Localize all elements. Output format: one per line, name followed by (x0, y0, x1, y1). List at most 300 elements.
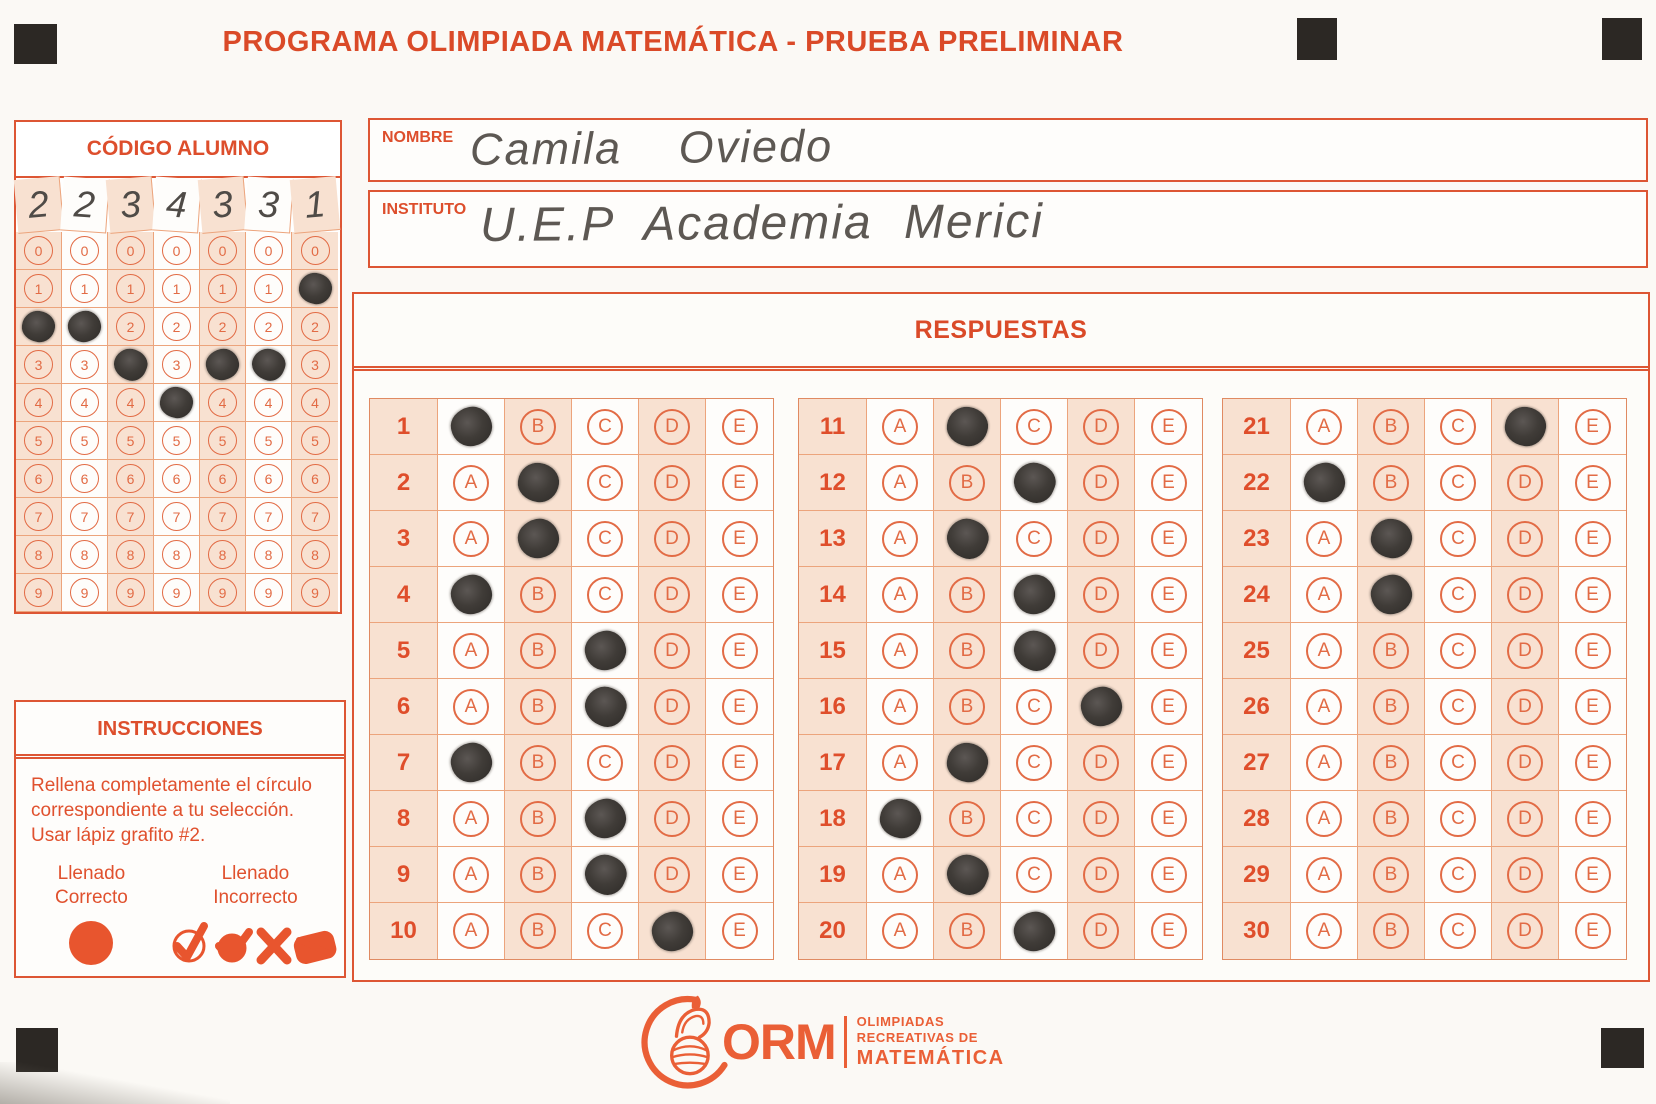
answer-bubble-filled[interactable] (648, 908, 696, 955)
codigo-bubble-cell[interactable] (154, 460, 200, 498)
answer-bubble-cell[interactable] (639, 903, 706, 959)
codigo-bubble[interactable]: 1 (208, 274, 237, 303)
answer-bubble[interactable]: B (1373, 857, 1409, 893)
answer-bubble-cell[interactable] (1492, 399, 1559, 455)
answer-bubble-cell[interactable] (1135, 623, 1202, 679)
answer-bubble[interactable]: D (1083, 913, 1119, 949)
answer-bubble-filled[interactable] (1368, 516, 1414, 560)
codigo-bubble[interactable]: 0 (116, 236, 145, 265)
answer-bubble[interactable]: C (1440, 409, 1476, 445)
answer-bubble-cell[interactable] (1291, 791, 1358, 847)
answer-bubble[interactable]: D (654, 745, 690, 781)
codigo-bubble-cell[interactable] (16, 498, 62, 536)
answer-bubble-cell[interactable] (438, 511, 505, 567)
codigo-bubble[interactable]: 5 (301, 426, 330, 455)
answer-bubble[interactable]: A (882, 409, 918, 445)
answer-bubble-cell[interactable] (934, 455, 1001, 511)
codigo-bubble-cell[interactable] (154, 384, 200, 422)
answer-bubble-filled[interactable] (447, 403, 495, 450)
answer-bubble-filled[interactable] (581, 795, 629, 842)
answer-bubble[interactable]: E (1151, 409, 1187, 445)
answer-bubble-cell[interactable] (1358, 903, 1425, 959)
answer-bubble-cell[interactable] (1068, 567, 1135, 623)
answer-bubble[interactable]: A (453, 689, 489, 725)
codigo-bubble-cell[interactable] (108, 270, 154, 308)
answer-bubble-cell[interactable] (1001, 567, 1068, 623)
answer-bubble-cell[interactable] (1135, 847, 1202, 903)
answer-bubble-cell[interactable] (572, 511, 639, 567)
answer-bubble[interactable]: A (453, 521, 489, 557)
codigo-bubble[interactable]: 2 (116, 312, 145, 341)
answer-bubble-filled[interactable] (447, 571, 495, 618)
codigo-bubble[interactable]: 4 (70, 388, 99, 417)
answer-bubble-cell[interactable] (1135, 399, 1202, 455)
answer-bubble[interactable]: C (1440, 577, 1476, 613)
answer-bubble-filled[interactable] (944, 404, 990, 448)
answer-bubble-cell[interactable] (639, 511, 706, 567)
answer-bubble[interactable]: A (1306, 521, 1342, 557)
codigo-bubble-cell[interactable] (292, 536, 338, 574)
answer-bubble-filled[interactable] (581, 627, 629, 674)
answer-bubble-cell[interactable] (1425, 847, 1492, 903)
answer-bubble[interactable]: E (1151, 745, 1187, 781)
codigo-bubble-filled[interactable] (158, 385, 195, 420)
codigo-bubble[interactable]: 2 (208, 312, 237, 341)
answer-bubble-cell[interactable] (1492, 623, 1559, 679)
answer-bubble-filled[interactable] (579, 681, 632, 733)
answer-bubble-cell[interactable] (1559, 679, 1626, 735)
answer-bubble-cell[interactable] (505, 679, 572, 735)
codigo-bubble[interactable]: 4 (208, 388, 237, 417)
codigo-bubble[interactable]: 2 (162, 312, 191, 341)
codigo-bubble-cell[interactable] (246, 460, 292, 498)
codigo-bubble-cell[interactable] (62, 232, 108, 270)
answer-bubble[interactable]: D (1083, 857, 1119, 893)
codigo-bubble[interactable]: 0 (301, 236, 330, 265)
answer-bubble[interactable]: B (520, 913, 556, 949)
answer-bubble[interactable]: B (1373, 913, 1409, 949)
answer-bubble-cell[interactable] (572, 623, 639, 679)
answer-bubble-cell[interactable] (867, 623, 934, 679)
answer-bubble-cell[interactable] (1291, 679, 1358, 735)
answer-bubble[interactable]: C (587, 745, 623, 781)
instituto-field[interactable] (368, 190, 1648, 268)
answer-bubble-cell[interactable] (438, 791, 505, 847)
answer-bubble[interactable]: D (1083, 409, 1119, 445)
codigo-bubble-cell[interactable] (62, 460, 108, 498)
answer-bubble[interactable]: B (949, 801, 985, 837)
codigo-bubble[interactable]: 0 (70, 236, 99, 265)
codigo-bubble[interactable]: 9 (70, 578, 99, 607)
codigo-bubble[interactable]: 9 (301, 578, 330, 607)
codigo-bubble-cell[interactable] (200, 346, 246, 384)
answer-bubble-cell[interactable] (1358, 511, 1425, 567)
codigo-bubble-filled[interactable] (109, 344, 151, 385)
answer-bubble-cell[interactable] (572, 735, 639, 791)
codigo-bubble[interactable]: 0 (162, 236, 191, 265)
answer-bubble-cell[interactable] (438, 567, 505, 623)
answer-bubble-cell[interactable] (1425, 679, 1492, 735)
codigo-bubble[interactable]: 7 (301, 502, 330, 531)
answer-bubble-cell[interactable] (1135, 455, 1202, 511)
answer-bubble-cell[interactable] (1068, 623, 1135, 679)
answer-bubble[interactable]: E (1575, 633, 1611, 669)
answer-bubble-cell[interactable] (867, 511, 934, 567)
answer-bubble-cell[interactable] (1492, 735, 1559, 791)
answer-bubble-cell[interactable] (438, 735, 505, 791)
answer-bubble[interactable]: D (654, 465, 690, 501)
answer-bubble[interactable]: A (882, 577, 918, 613)
answer-bubble-cell[interactable] (639, 455, 706, 511)
answer-bubble-cell[interactable] (1068, 847, 1135, 903)
answer-bubble[interactable]: B (1373, 409, 1409, 445)
codigo-bubble[interactable]: 8 (70, 540, 99, 569)
answer-bubble[interactable]: A (1306, 801, 1342, 837)
answer-bubble-cell[interactable] (1425, 623, 1492, 679)
answer-bubble[interactable]: C (587, 465, 623, 501)
answer-bubble[interactable]: C (1016, 689, 1052, 725)
answer-bubble[interactable]: E (1151, 913, 1187, 949)
answer-bubble-cell[interactable] (934, 623, 1001, 679)
answer-bubble-cell[interactable] (505, 903, 572, 959)
answer-bubble[interactable]: A (882, 689, 918, 725)
codigo-bubble[interactable]: 6 (208, 464, 237, 493)
codigo-bubble[interactable]: 7 (162, 502, 191, 531)
answer-bubble[interactable]: D (1507, 913, 1543, 949)
answer-bubble[interactable]: E (722, 689, 758, 725)
codigo-bubble-filled[interactable] (65, 308, 104, 345)
answer-bubble[interactable]: E (1575, 689, 1611, 725)
answer-bubble[interactable]: E (722, 633, 758, 669)
answer-bubble-filled[interactable] (1502, 404, 1548, 448)
answer-bubble[interactable]: B (1373, 801, 1409, 837)
codigo-bubble-cell[interactable] (200, 232, 246, 270)
answer-bubble-cell[interactable] (1358, 623, 1425, 679)
answer-bubble-filled[interactable] (1077, 683, 1125, 730)
answer-bubble-cell[interactable] (1559, 511, 1626, 567)
codigo-bubble[interactable]: 4 (24, 388, 53, 417)
answer-bubble-cell[interactable] (1425, 399, 1492, 455)
answer-bubble[interactable]: E (722, 857, 758, 893)
codigo-bubble-cell[interactable] (16, 308, 62, 346)
codigo-bubble-cell[interactable] (292, 232, 338, 270)
answer-bubble[interactable]: A (1306, 857, 1342, 893)
codigo-bubble[interactable]: 9 (208, 578, 237, 607)
codigo-bubble[interactable]: 6 (162, 464, 191, 493)
codigo-bubble[interactable]: 8 (162, 540, 191, 569)
answer-bubble-cell[interactable] (1291, 623, 1358, 679)
answer-bubble-cell[interactable] (1425, 567, 1492, 623)
answer-bubble-cell[interactable] (505, 511, 572, 567)
answer-bubble-filled[interactable] (515, 460, 561, 504)
codigo-bubble-cell[interactable] (292, 270, 338, 308)
answer-bubble-cell[interactable] (572, 679, 639, 735)
answer-bubble-cell[interactable] (639, 791, 706, 847)
answer-bubble[interactable]: B (949, 633, 985, 669)
answer-bubble[interactable]: B (520, 577, 556, 613)
codigo-bubble[interactable]: 8 (301, 540, 330, 569)
answer-bubble-cell[interactable] (1358, 455, 1425, 511)
answer-bubble-cell[interactable] (1135, 903, 1202, 959)
codigo-bubble-filled[interactable] (297, 271, 334, 306)
codigo-bubble-cell[interactable] (62, 270, 108, 308)
codigo-bubble-cell[interactable] (154, 308, 200, 346)
codigo-bubble[interactable]: 7 (70, 502, 99, 531)
codigo-bubble[interactable]: 7 (254, 502, 283, 531)
codigo-bubble[interactable]: 9 (254, 578, 283, 607)
answer-bubble-cell[interactable] (934, 735, 1001, 791)
answer-bubble-cell[interactable] (572, 567, 639, 623)
answer-bubble[interactable]: C (587, 409, 623, 445)
answer-bubble[interactable]: D (654, 577, 690, 613)
answer-bubble[interactable]: D (1083, 801, 1119, 837)
codigo-bubble-cell[interactable] (62, 384, 108, 422)
answer-bubble[interactable]: C (1440, 521, 1476, 557)
answer-bubble-cell[interactable] (706, 399, 773, 455)
codigo-bubble[interactable]: 1 (162, 274, 191, 303)
answer-bubble-cell[interactable] (706, 511, 773, 567)
codigo-bubble-cell[interactable] (246, 308, 292, 346)
codigo-bubble[interactable]: 4 (301, 388, 330, 417)
codigo-bubble[interactable]: 0 (254, 236, 283, 265)
answer-bubble[interactable]: C (1440, 801, 1476, 837)
answer-bubble-filled[interactable] (1008, 457, 1061, 509)
answer-bubble[interactable]: B (520, 633, 556, 669)
answer-bubble[interactable]: D (654, 633, 690, 669)
answer-bubble[interactable]: A (882, 633, 918, 669)
answer-bubble-cell[interactable] (572, 791, 639, 847)
answer-bubble-cell[interactable] (706, 679, 773, 735)
answer-bubble-cell[interactable] (572, 847, 639, 903)
answer-bubble-cell[interactable] (1068, 511, 1135, 567)
codigo-bubble-filled[interactable] (20, 309, 57, 344)
answer-bubble[interactable]: D (1083, 521, 1119, 557)
codigo-bubble[interactable]: 9 (116, 578, 145, 607)
answer-bubble-cell[interactable] (934, 567, 1001, 623)
answer-bubble-cell[interactable] (438, 679, 505, 735)
answer-bubble-cell[interactable] (1135, 735, 1202, 791)
codigo-bubble[interactable]: 1 (116, 274, 145, 303)
answer-bubble[interactable]: A (453, 857, 489, 893)
codigo-bubble-cell[interactable] (62, 422, 108, 460)
codigo-bubble[interactable]: 6 (254, 464, 283, 493)
codigo-bubble-cell[interactable] (154, 232, 200, 270)
codigo-bubble[interactable]: 8 (254, 540, 283, 569)
answer-bubble[interactable]: C (1016, 745, 1052, 781)
answer-bubble-cell[interactable] (867, 735, 934, 791)
answer-bubble-filled[interactable] (944, 740, 990, 784)
codigo-bubble-cell[interactable] (246, 384, 292, 422)
answer-bubble-filled[interactable] (447, 739, 495, 786)
codigo-bubble[interactable]: 3 (24, 350, 53, 379)
answer-bubble[interactable]: E (1575, 409, 1611, 445)
codigo-bubble-cell[interactable] (154, 574, 200, 612)
answer-bubble-filled[interactable] (514, 515, 562, 562)
codigo-bubble-cell[interactable] (16, 232, 62, 270)
codigo-bubble-cell[interactable] (108, 232, 154, 270)
answer-bubble-cell[interactable] (639, 623, 706, 679)
answer-bubble-cell[interactable] (1358, 399, 1425, 455)
answer-bubble[interactable]: B (1373, 465, 1409, 501)
answer-bubble[interactable]: A (882, 521, 918, 557)
codigo-bubble-filled[interactable] (247, 344, 289, 385)
answer-bubble[interactable]: E (722, 913, 758, 949)
codigo-bubble-cell[interactable] (200, 384, 246, 422)
codigo-bubble[interactable]: 5 (162, 426, 191, 455)
answer-bubble-cell[interactable] (1001, 903, 1068, 959)
answer-bubble-cell[interactable] (706, 455, 773, 511)
answer-bubble[interactable]: A (453, 465, 489, 501)
answer-bubble[interactable]: E (1151, 633, 1187, 669)
codigo-bubble[interactable]: 3 (301, 350, 330, 379)
answer-bubble-cell[interactable] (1068, 791, 1135, 847)
codigo-bubble[interactable]: 0 (208, 236, 237, 265)
answer-bubble-cell[interactable] (1291, 511, 1358, 567)
codigo-bubble-cell[interactable] (292, 498, 338, 536)
answer-bubble[interactable]: C (1440, 745, 1476, 781)
answer-bubble-filled[interactable] (1367, 571, 1415, 618)
codigo-bubble-cell[interactable] (108, 346, 154, 384)
answer-bubble-cell[interactable] (706, 623, 773, 679)
answer-bubble[interactable]: B (949, 689, 985, 725)
codigo-bubble-cell[interactable] (62, 346, 108, 384)
codigo-bubble-cell[interactable] (108, 498, 154, 536)
answer-bubble[interactable]: C (1440, 913, 1476, 949)
answer-bubble[interactable]: A (1306, 745, 1342, 781)
answer-bubble-filled[interactable] (1010, 571, 1058, 618)
answer-bubble[interactable]: E (722, 801, 758, 837)
codigo-bubble[interactable]: 7 (116, 502, 145, 531)
answer-bubble-cell[interactable] (1291, 903, 1358, 959)
codigo-bubble-cell[interactable] (154, 498, 200, 536)
codigo-bubble-cell[interactable] (16, 574, 62, 612)
answer-bubble[interactable]: D (654, 409, 690, 445)
answer-bubble[interactable]: C (587, 913, 623, 949)
answer-bubble[interactable]: B (949, 465, 985, 501)
nombre-field[interactable] (368, 118, 1648, 182)
answer-bubble-cell[interactable] (1559, 903, 1626, 959)
answer-bubble-cell[interactable] (1492, 791, 1559, 847)
answer-bubble-cell[interactable] (1135, 511, 1202, 567)
answer-bubble-cell[interactable] (1492, 903, 1559, 959)
answer-bubble[interactable]: D (1083, 633, 1119, 669)
answer-bubble[interactable]: B (520, 801, 556, 837)
answer-bubble-cell[interactable] (1559, 567, 1626, 623)
answer-bubble-cell[interactable] (934, 511, 1001, 567)
answer-bubble-cell[interactable] (1358, 735, 1425, 791)
answer-bubble-cell[interactable] (1559, 735, 1626, 791)
answer-bubble[interactable]: A (882, 745, 918, 781)
codigo-bubble-cell[interactable] (246, 270, 292, 308)
answer-bubble-cell[interactable] (867, 903, 934, 959)
answer-bubble[interactable]: D (1507, 689, 1543, 725)
codigo-bubble-cell[interactable] (200, 498, 246, 536)
answer-bubble-filled[interactable] (1008, 625, 1061, 677)
answer-bubble-cell[interactable] (934, 791, 1001, 847)
codigo-bubble[interactable]: 5 (70, 426, 99, 455)
answer-bubble[interactable]: E (1151, 689, 1187, 725)
answer-bubble[interactable]: E (1575, 801, 1611, 837)
answer-bubble[interactable]: A (1306, 633, 1342, 669)
answer-bubble[interactable]: B (520, 689, 556, 725)
codigo-bubble-cell[interactable] (62, 536, 108, 574)
answer-bubble[interactable]: D (654, 801, 690, 837)
codigo-bubble[interactable]: 6 (116, 464, 145, 493)
answer-bubble-cell[interactable] (1068, 735, 1135, 791)
answer-bubble-cell[interactable] (934, 903, 1001, 959)
answer-bubble[interactable]: D (1507, 857, 1543, 893)
answer-bubble[interactable]: D (654, 521, 690, 557)
answer-bubble[interactable]: E (722, 521, 758, 557)
answer-bubble[interactable]: E (1575, 913, 1611, 949)
answer-bubble[interactable]: C (587, 521, 623, 557)
codigo-bubble-cell[interactable] (16, 384, 62, 422)
codigo-bubble[interactable]: 8 (208, 540, 237, 569)
answer-bubble-cell[interactable] (639, 679, 706, 735)
answer-bubble-cell[interactable] (438, 623, 505, 679)
answer-bubble[interactable]: A (882, 465, 918, 501)
answer-bubble-cell[interactable] (639, 567, 706, 623)
codigo-bubble[interactable]: 4 (116, 388, 145, 417)
answer-bubble-cell[interactable] (934, 847, 1001, 903)
answer-bubble[interactable]: C (1440, 857, 1476, 893)
codigo-bubble-cell[interactable] (16, 270, 62, 308)
answer-bubble-cell[interactable] (1358, 847, 1425, 903)
answer-bubble-cell[interactable] (706, 791, 773, 847)
answer-bubble-cell[interactable] (706, 903, 773, 959)
codigo-bubble-cell[interactable] (200, 536, 246, 574)
answer-bubble-filled[interactable] (877, 796, 923, 840)
answer-bubble[interactable]: B (520, 857, 556, 893)
codigo-bubble-cell[interactable] (62, 574, 108, 612)
answer-bubble-cell[interactable] (505, 735, 572, 791)
codigo-bubble-cell[interactable] (246, 574, 292, 612)
answer-bubble-cell[interactable] (867, 399, 934, 455)
codigo-bubble[interactable]: 5 (24, 426, 53, 455)
answer-bubble-cell[interactable] (1001, 791, 1068, 847)
answer-bubble[interactable]: D (1083, 577, 1119, 613)
answer-bubble-cell[interactable] (1425, 735, 1492, 791)
answer-bubble[interactable]: B (1373, 689, 1409, 725)
answer-bubble-cell[interactable] (867, 567, 934, 623)
answer-bubble[interactable]: C (1016, 857, 1052, 893)
answer-bubble[interactable]: E (722, 577, 758, 613)
answer-bubble[interactable]: C (1440, 633, 1476, 669)
answer-bubble[interactable]: D (654, 689, 690, 725)
codigo-bubble[interactable]: 4 (254, 388, 283, 417)
codigo-bubble-cell[interactable] (200, 308, 246, 346)
codigo-bubble[interactable]: 1 (254, 274, 283, 303)
answer-bubble-cell[interactable] (1068, 903, 1135, 959)
codigo-bubble[interactable]: 8 (24, 540, 53, 569)
codigo-bubble-cell[interactable] (246, 536, 292, 574)
answer-bubble-cell[interactable] (1492, 567, 1559, 623)
answer-bubble-cell[interactable] (1001, 679, 1068, 735)
answer-bubble-cell[interactable] (438, 903, 505, 959)
answer-bubble-cell[interactable] (867, 455, 934, 511)
codigo-bubble[interactable]: 7 (24, 502, 53, 531)
answer-bubble[interactable]: C (1440, 689, 1476, 725)
codigo-bubble[interactable]: 9 (24, 578, 53, 607)
answer-bubble-cell[interactable] (1425, 511, 1492, 567)
codigo-bubble-cell[interactable] (108, 536, 154, 574)
codigo-bubble-cell[interactable] (108, 574, 154, 612)
answer-bubble-cell[interactable] (1001, 847, 1068, 903)
codigo-bubble-filled[interactable] (203, 346, 242, 383)
answer-bubble-cell[interactable] (572, 455, 639, 511)
answer-bubble[interactable]: A (1306, 409, 1342, 445)
answer-bubble[interactable]: E (1151, 577, 1187, 613)
